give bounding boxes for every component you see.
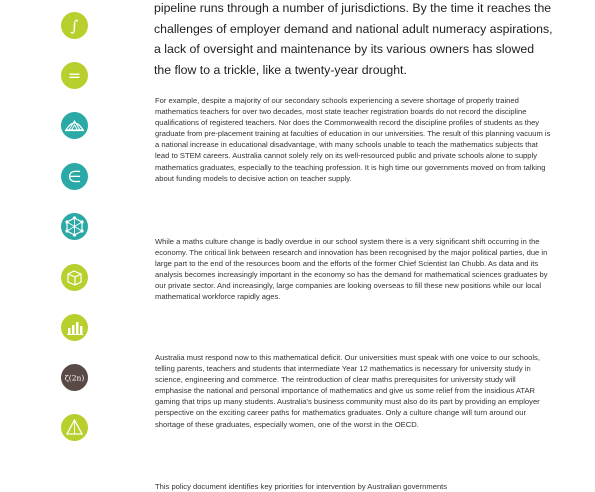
equals-icon bbox=[61, 62, 88, 89]
integral-icon bbox=[61, 12, 88, 39]
triangle-icon bbox=[61, 414, 88, 441]
body-paragraph-teacher-supply: For example, despite a majority of our secondary schools experiencing a severe shortage of properly trained mathematics teachers for over two decades, most state teacher registration boards do not record the discipline qualifications of registered teachers. Nor does the Commonwealth record the discipline profiles of students as they graduate from pre-placement training at faculties of education in our universities. The result of this planning vacuum is a national increase in educational disadvantage, with many schools unable to teach the mathematics subjects that lead to STEM careers. Australia cannot solely rely on its well-resourced public and private schools alone to supply mathematics graduates, especially to the teaching profession. It is high time our governments moved on from talking about funding models to decisive action on teacher supply. bbox=[155, 96, 551, 183]
svg-text:∫: ∫ bbox=[70, 17, 79, 35]
arch-diagram-icon bbox=[61, 112, 88, 139]
bar-chart-icon bbox=[61, 314, 88, 341]
zeta-formula-icon bbox=[61, 364, 88, 391]
svg-text:∈: ∈ bbox=[67, 167, 82, 186]
body-paragraph-economy-shift: While a maths culture change is badly overdue in our school system there is a very significant shift occurring in the economy. The critical link between research and innovation has been recognised by the major political parties, due in large part to the end of the resources boom and the efforts of the former Chief Scientist Ian Chubb. As data and its analysis becomes increasingly important in the economy so has the demand for mathematical sciences graduates by our private sector. And increasingly, large companies are looking overseas to fill these new positions while our local mathematical workforce rapidly ages. bbox=[155, 237, 548, 302]
cube-icon bbox=[61, 264, 88, 291]
body-paragraph-policy-priorities: This policy document identifies key priorities for intervention by Australian governments bbox=[155, 482, 448, 491]
lead-paragraph: pipeline runs through a number of jurisdictions. By the time it reaches the challenges of employer demand and national adult numeracy aspirations, a lack of oversight and maintenance by its various owners has slowed the flow to a trickle, like a twenty-year drought. bbox=[154, 1, 553, 77]
network-icon bbox=[61, 213, 88, 240]
svg-text:ζ(2n): ζ(2n) bbox=[64, 373, 85, 383]
body-paragraph-mathematical-deficit: Australia must respond now to this mathematical deficit. Our universities must speak with one voice to our schools, telling parents, teachers and students that intermediate Year 12 mathematics is necessary for university study in science, engineering and commerce. The reintroduction of clear maths prerequisites for university study will emphasise the national and personal importance of mathematics and give us some relief from the insidious ATAR gaming that trips up many students. Australia's business community must also do its part by providing an employer perspective on the exciting career paths for mathematics graduates. Only a culture change will turn around our shortage of these graduates, especially women, one of the worst in the OECD. bbox=[155, 353, 540, 429]
svg-text:=: = bbox=[67, 66, 82, 85]
element-of-icon bbox=[61, 163, 88, 190]
